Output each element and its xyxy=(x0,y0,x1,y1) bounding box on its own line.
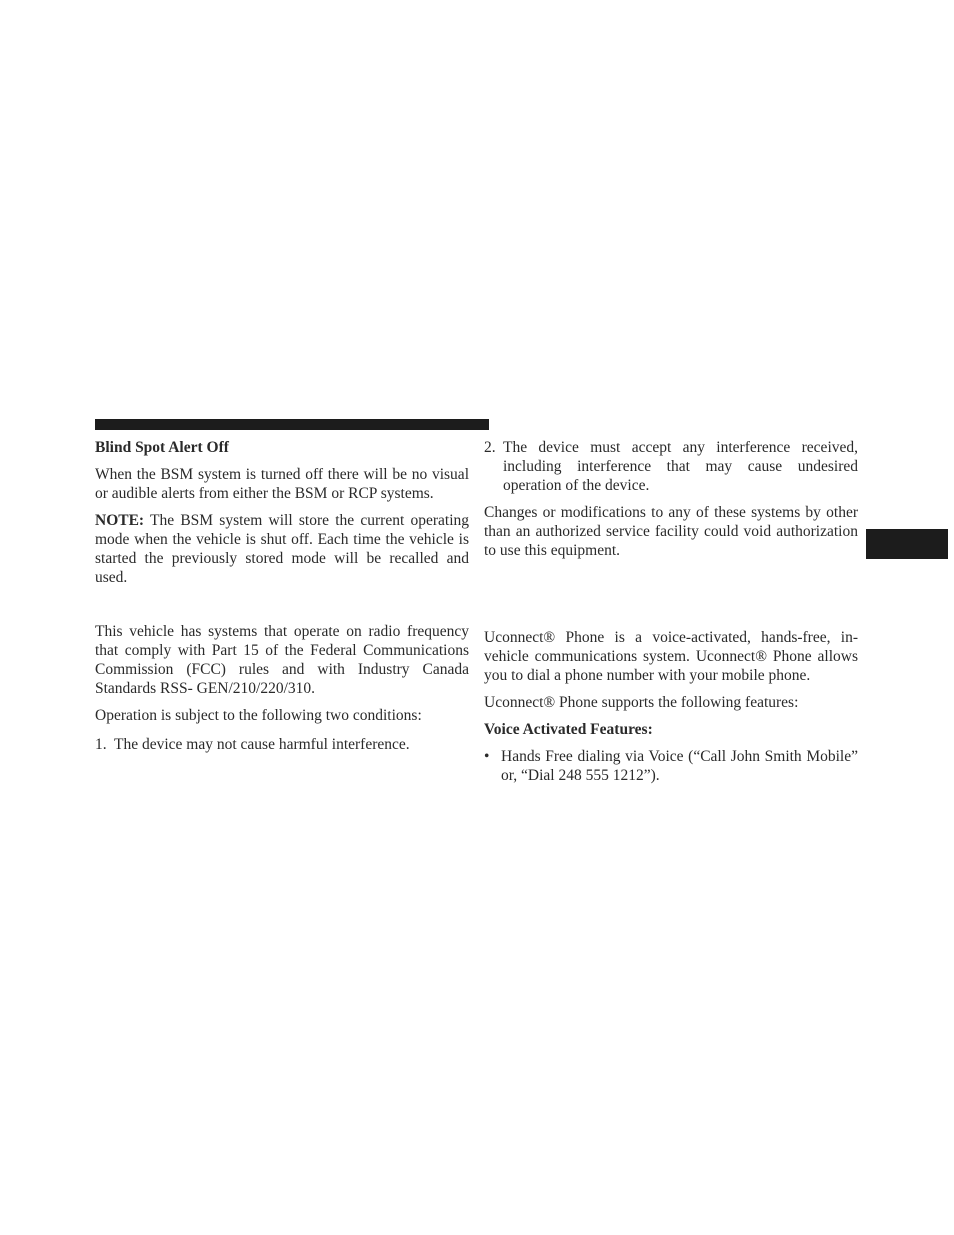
list-item xyxy=(484,747,858,785)
fcc-paragraph: This vehicle has systems that operate on radio frequency that comply with Part 15 of the Federal Communications Commission (FCC) rules and with Industry Canada Standards RSS- GEN/210/220/310. xyxy=(95,623,469,697)
section-rule-bar xyxy=(95,419,489,430)
modifications-paragraph: Changes or modifications to any of these systems by other than an authorized service facility could void authorization to use this equipment. xyxy=(484,504,858,559)
list-item-text: The device may not cause harmful interference. xyxy=(114,736,410,753)
note-text: The BSM system will store the current operating mode when the vehicle is shut off. Each time the vehicle is started the previously stored mode will be recalled and used. xyxy=(95,512,469,586)
note-label: NOTE: xyxy=(95,512,145,529)
list-item xyxy=(484,438,858,495)
list-item xyxy=(95,735,469,754)
list-item-number: 1. xyxy=(95,736,107,753)
bullet-marker: • xyxy=(484,748,490,765)
list-item-text: The device must accept any interference received, including interference that may cause undesired operation of the device. xyxy=(503,439,858,494)
left-column xyxy=(95,438,469,762)
right-column xyxy=(484,438,858,785)
bsm-off-paragraph: When the BSM system is turned off there will be no visual or audible alerts from either the BSM or RCP systems. xyxy=(95,466,469,502)
conditions-paragraph: Operation is subject to the following two conditions: xyxy=(95,707,422,724)
bsm-note-paragraph xyxy=(95,511,469,587)
chapter-tab-marker xyxy=(866,529,948,559)
uconnect-intro-paragraph: Uconnect® Phone is a voice-activated, hands-free, in-vehicle communications system. Uconnect® Phone allows you to dial a phone number with your mobile phone. xyxy=(484,629,858,684)
list-item-number: 2. xyxy=(484,439,496,456)
section-heading-blind-spot-alert-off: Blind Spot Alert Off xyxy=(95,439,229,456)
voice-features-subheading: Voice Activated Features: xyxy=(484,721,653,738)
uconnect-features-paragraph: Uconnect® Phone supports the following features: xyxy=(484,694,799,711)
bullet-text: Hands Free dialing via Voice (“Call John Smith Mobile” or, “Dial 248 555 1212”). xyxy=(501,748,858,784)
